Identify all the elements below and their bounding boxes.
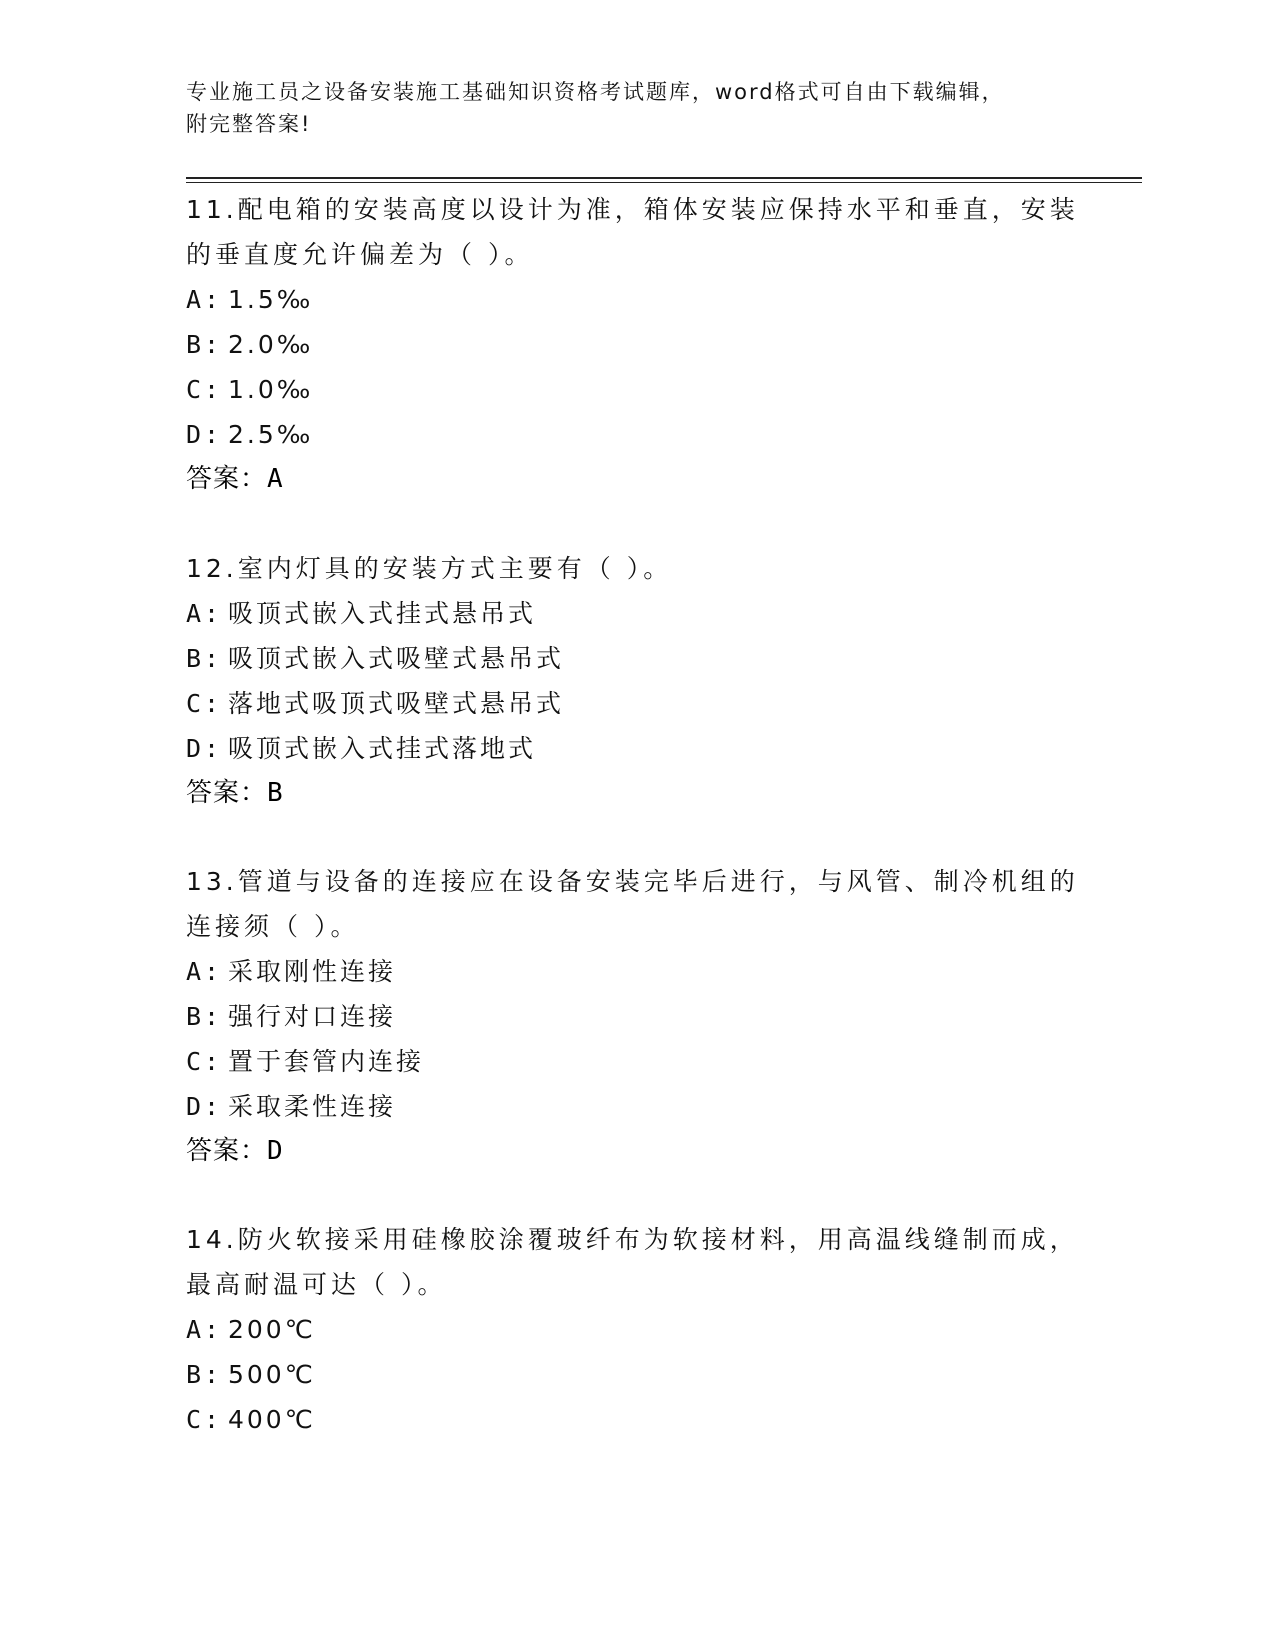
option-letter: A:: [186, 1315, 223, 1344]
option-text: 吸顶式嵌入式吸壁式悬吊式: [228, 644, 565, 673]
option-letter: D:: [186, 1092, 223, 1121]
option-c: [186, 1039, 1106, 1084]
option-letter: B:: [186, 1002, 223, 1031]
option-a: [186, 949, 1106, 994]
option-d: [186, 412, 1106, 457]
question-stem-line: 12.室内灯具的安装方式主要有（ ）。: [186, 554, 673, 583]
option-b: [186, 994, 1106, 1039]
answer-label: 答案：: [186, 1136, 268, 1166]
option-letter: C:: [186, 689, 223, 718]
question-stem-line: 11.配电箱的安装高度以设计为准，箱体安装应保持水平和垂直，安装: [186, 195, 1079, 224]
option-text: 500℃: [228, 1360, 316, 1389]
option-b: [186, 322, 1106, 367]
question-stem-line: 最高耐温可达（ ）。: [186, 1270, 447, 1299]
option-text: 1.5‰: [228, 285, 314, 314]
option-letter: C:: [186, 375, 223, 404]
header-divider: [186, 177, 1142, 183]
option-text: 置于套管内连接: [228, 1047, 425, 1076]
option-text: 强行对口连接: [228, 1002, 397, 1031]
answer-value: B: [267, 778, 284, 808]
option-d: [186, 726, 1106, 771]
option-letter: B:: [186, 1360, 223, 1389]
question-13: [186, 859, 1106, 1174]
option-c: [186, 367, 1106, 412]
question-11: [186, 187, 1106, 502]
option-letter: C:: [186, 1047, 223, 1076]
question-12: [186, 546, 1106, 816]
answer-label: 答案：: [186, 464, 268, 494]
option-text: 采取柔性连接: [228, 1092, 397, 1121]
option-a: [186, 277, 1106, 322]
answer-value: A: [267, 464, 284, 494]
option-text: 采取刚性连接: [228, 957, 397, 986]
option-text: 1.0‰: [228, 375, 314, 404]
option-letter: A:: [186, 285, 223, 314]
option-text: 落地式吸顶式吸壁式悬吊式: [228, 689, 565, 718]
option-text: 2.5‰: [228, 420, 314, 449]
question-stem-line: 13.管道与设备的连接应在设备安装完毕后进行，与风管、制冷机组的: [186, 867, 1079, 896]
option-a: [186, 1307, 1106, 1352]
question-stem-line: 连接须（ ）。: [186, 912, 360, 941]
option-letter: B:: [186, 330, 223, 359]
header-line-1: 专业施工员之设备安装施工基础知识资格考试题库，word格式可自由下载编辑，: [186, 80, 1005, 104]
answer-line: [186, 771, 1106, 816]
option-letter: C:: [186, 1405, 223, 1434]
option-letter: D:: [186, 734, 223, 763]
option-text: 200℃: [228, 1315, 316, 1344]
option-text: 400℃: [228, 1405, 316, 1434]
option-text: 吸顶式嵌入式挂式悬吊式: [228, 599, 537, 628]
option-text: 2.0‰: [228, 330, 314, 359]
option-text: 吸顶式嵌入式挂式落地式: [228, 734, 537, 763]
question-stem-line: 的垂直度允许偏差为（ ）。: [186, 240, 534, 269]
answer-label: 答案：: [186, 778, 268, 808]
answer-line: [186, 457, 1106, 502]
option-letter: D:: [186, 420, 223, 449]
question-14: [186, 1217, 1106, 1442]
answer-value: D: [267, 1136, 284, 1166]
header-line-2: 附完整答案!: [186, 112, 312, 136]
question-stem-line: 14.防火软接采用硅橡胶涂覆玻纤布为软接材料，用高温线缝制而成，: [186, 1225, 1079, 1254]
option-b: [186, 636, 1106, 681]
answer-line: [186, 1129, 1106, 1174]
option-d: [186, 1084, 1106, 1129]
option-letter: A:: [186, 599, 223, 628]
option-a: [186, 591, 1106, 636]
option-letter: A:: [186, 957, 223, 986]
option-b: [186, 1352, 1106, 1397]
document-header: [186, 76, 1086, 140]
option-letter: B:: [186, 644, 223, 673]
option-c: [186, 1397, 1106, 1442]
option-c: [186, 681, 1106, 726]
